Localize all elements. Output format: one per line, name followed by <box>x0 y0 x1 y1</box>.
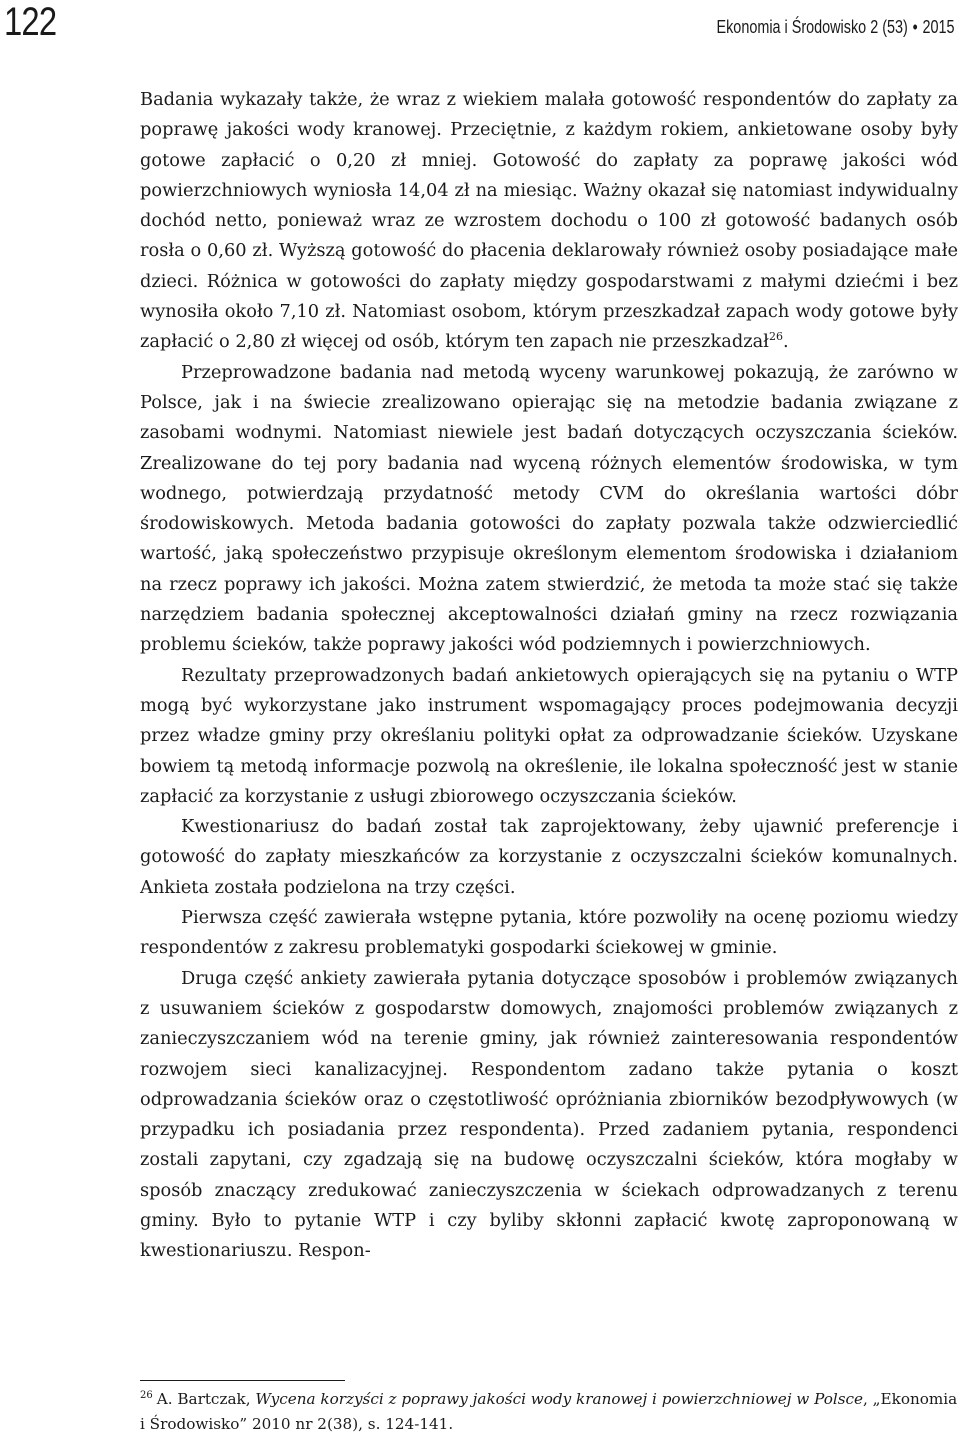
paragraph-1-end: . <box>782 331 789 353</box>
bullet-separator: • <box>912 17 918 37</box>
journal-issue: 2 (53) <box>869 17 908 37</box>
page-header <box>0 0 960 56</box>
paragraph-5: Pierwsza część zawierała wstępne pytania, które pozwoliły na ocenę poziomu wiedzy respondentów z zakresu problematyki gospodarki ściekowej w gminie. <box>140 907 958 959</box>
footnote <box>140 1387 958 1437</box>
page-number: 122 <box>4 0 57 44</box>
running-head <box>716 16 954 38</box>
paragraph-3: Rezultaty przeprowadzonych badań ankietowych opierających się na pytaniu o WTP mogą być wykorzystane jako instrument wspomagający proces podejmowania decyzji przez władze gminy przy określaniu polityki opłat za odprowadzanie ścieków. Uzyskane bowiem tą metodą informacje pozwolą na określenie, ile lokalna społeczność jest w stanie zapłacić za korzystanie z usługi zbiorowego oczyszczania ścieków. <box>140 664 958 807</box>
paragraph-4: Kwestionariusz do badań został tak zaprojektowany, żeby ujawnić preferencje i gotowość do zapłaty mieszkańców za korzystanie z oczyszczalni ścieków komunalnych. Ankieta została podzielona na trzy części. <box>140 816 958 898</box>
body-text <box>140 85 958 1267</box>
footnote-author: A. Bartczak, <box>156 1390 251 1408</box>
journal-year: 2015 <box>921 17 954 37</box>
paragraph-1-text: Badania wykazały także, że wraz z wiekiem malała gotowość respondentów do zapłaty za poprawę jakości wody kranowej. Przeciętnie, z każdym rokiem, ankietowane osoby były gotowe zapłacić o 0,20 zł mniej. Gotowość do zapłaty za poprawę jakości wód powierzchniowych wyniosła 14,04 zł na miesiąc. Ważny okazał się natomiast indywidualny dochód netto, ponieważ wraz ze wzrostem dochodu o 100 zł gotowość badanych osób rosła o 0,60 zł. Wyższą gotowość do płacenia deklarowały również osoby posiadające małe dzieci. Różnica w gotowości do zapłaty między gospodarstwami z małymi dziećmi i bez wynosiła około 7,10 zł. Natomiast osobom, którym przeszkadzał zapach wody gotowe były zapłacić o 2,80 zł więcej od osób, którym ten zapach nie przeszkadzał <box>140 89 958 353</box>
footnote-number: 26 <box>140 1389 153 1401</box>
paragraph-2: Przeprowadzone badania nad metodą wyceny warunkowej pokazują, że zarówno w Polsce, jak i na świecie zrealizowano opierając się na metodzie badania związane z zasobami wodnymi. Natomiast niewiele jest badań dotyczących oczyszczania ścieków. Zrealizowane do tej pory badania nad wyceną różnych elementów środowiska, w tym wodnego, potwierdzają przydatność metody CVM do określania wartości dóbr środowiskowych. Metoda badania gotowości do zapłaty pozwala także odzwierciedlić wartość, jaką społeczeństwo przypisuje określonym elementom środowiska i działaniom na rzecz poprawy ich jakości. Można zatem stwierdzić, że metoda ta może stać się także narzędziem badania społecznej akceptowalności działań gminy na rzecz rozwiązania problemu ścieków, także poprawy jakości wód podziemnych i powierzchniowych. <box>140 361 958 656</box>
footnote-title: Wycena korzyści z poprawy jakości wody kranowej i powierzchniowej w Polsce <box>255 1390 863 1408</box>
footnote-reference[interactable]: 26 <box>768 330 783 344</box>
footnote-divider <box>140 1380 345 1381</box>
paragraph-1 <box>140 85 958 358</box>
footnote-source: , „Ekonomia i Środowisko” 2010 nr 2(38), s. 124-141. <box>140 1390 958 1433</box>
paragraph-6: Druga część ankiety zawierała pytania dotyczące sposobów i problemów związanych z usuwaniem ścieków z gospodarstw domowych, znajomości problemów związanych z zanieczyszczaniem wód na terenie gminy, jak również zainteresowania respondentów rozwojem sieci kanalizacyjnej. Respondentom zadano także pytania o koszt odprowadzania ścieków oraz o częstotliwość opróżniania zbiorników bezodpływowych (w przypadku ich posiadania przez respondenta). Przed zadaniem pytania, respondenci zostali zapytani, czy zgadzają się na budowę oczyszczalni ścieków, która mogłaby w sposób znaczący zredukować zanieczyszczenia w ściekach odprowadzanych z terenu gminy. Było to pytanie WTP i czy byliby skłonni zapłacić kwotę zaproponowaną w kwestionariuszu. Respon- <box>140 967 958 1262</box>
journal-title: Ekonomia i Środowisko <box>716 17 866 37</box>
